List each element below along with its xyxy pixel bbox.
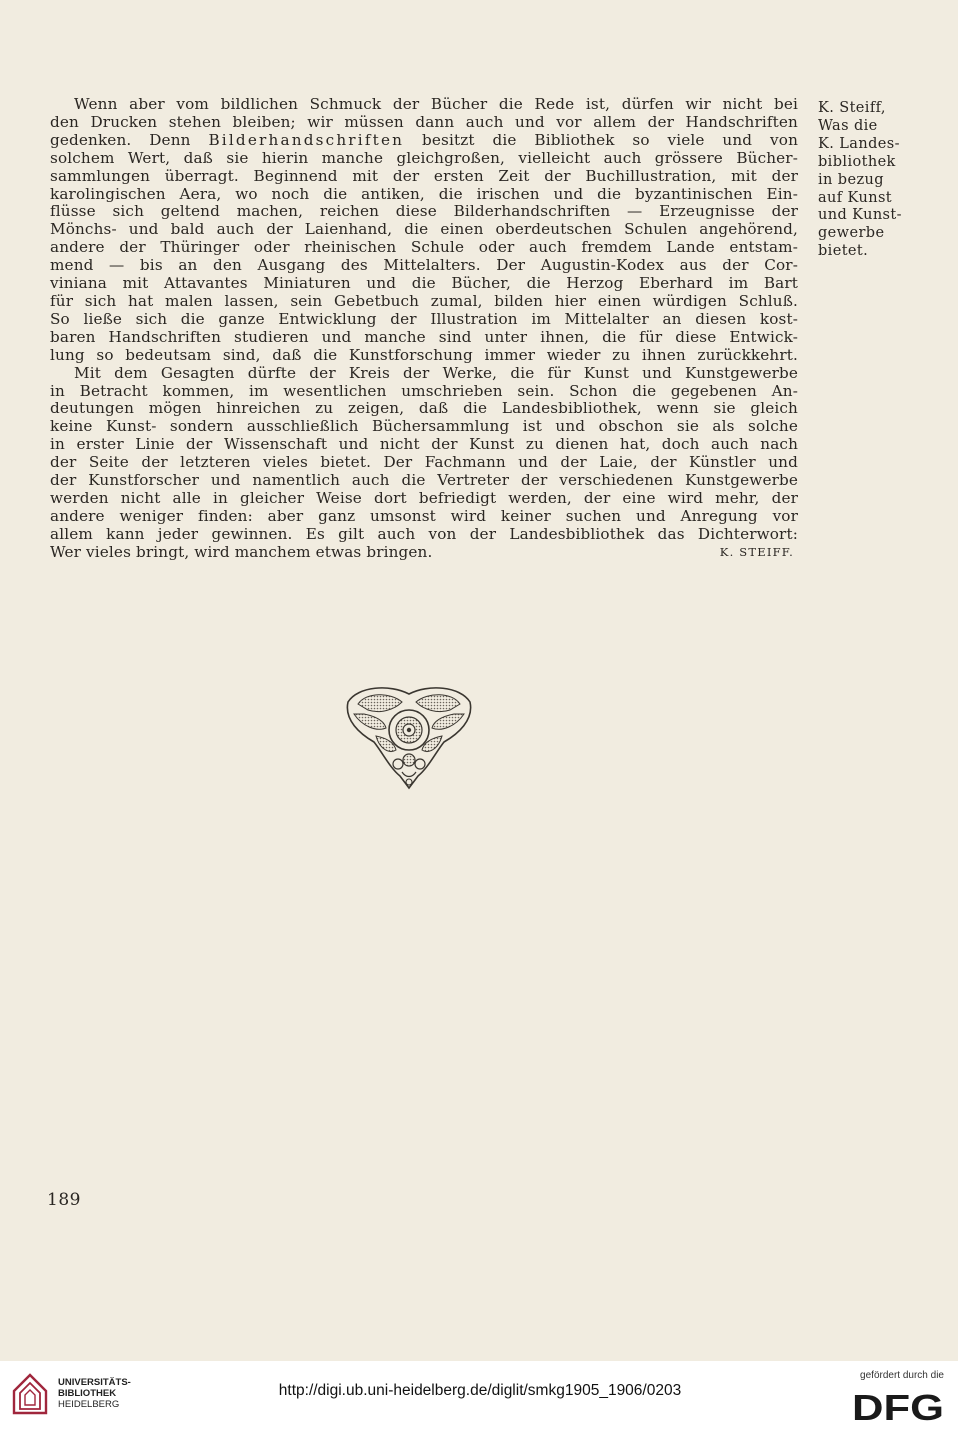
text-line: allem kann jeder gewinnen. Es gilt auch von der Landesbibliothek das Dichterwort: [50, 524, 798, 543]
text-line: mend — bis an den Ausgang des Mittelalters. Der Augustin-Kodex aus der Cor- [50, 256, 798, 275]
funding-label: gefördert durch die [860, 1370, 944, 1381]
dfg-logo [852, 1389, 946, 1423]
text-line: der Kunstforscher und namentlich auch die Vertreter der verschiedenen Kunstgewerbe [50, 471, 798, 490]
text-line: solchem Wert, daß sie hierin manche gleichgroßen, vielleicht auch grössere Bücher- [50, 148, 798, 167]
text-line: lung so bedeutsam sind, daß die Kunstforschung immer wieder zu ihnen zurückkehrt. [50, 345, 798, 364]
margin-note [818, 100, 928, 261]
text-line: Mönchs- und bald auch der Laienhand, die einen oberdeutschen Schulen angehörend, [50, 220, 798, 239]
text-line: Wenn aber vom bildlichen Schmuck der Bücher die Rede ist, dürfen wir nicht bei [74, 95, 798, 113]
margin-note-line: bietet. [818, 243, 869, 260]
viewer-footer [0, 1361, 958, 1431]
margin-note-line: auf Kunst [818, 189, 893, 206]
text-line: So ließe sich die ganze Entwicklung der Illustration im Mittelalter an diesen kost- [50, 309, 798, 328]
text-line: in erster Linie der Wissenschaft und nicht der Kunst zu dienen hat, doch auch nach [50, 435, 798, 454]
dfg-logo-text: DFG [852, 1389, 944, 1423]
permalink-url[interactable]: http://digi.ub.uni-heidelberg.de/diglit/smkg1905_1906/0203 [278, 1382, 682, 1399]
margin-note-line: gewerbe [818, 225, 885, 242]
page-number: 189 [47, 1190, 81, 1210]
text-line: flüsse sich geltend machen, reichen diese Bilderhandschriften — Erzeugnisse der [50, 202, 798, 221]
author-signature: K. STEIFF. [719, 544, 794, 559]
article-body [50, 96, 798, 562]
text-line: gedenken. Denn Bilderhandschriften besitzt die Bibliothek so viele und von [50, 130, 798, 149]
text-line: viniana mit Attavantes Miniaturen und die Bücher, die Herzog Eberhard im Bart [50, 274, 798, 293]
margin-note-line: K. Steiff, [818, 100, 886, 116]
text-line: für sich hat malen lassen, sein Gebetbuch zumal, bilden hier einen würdigen Schluß. [50, 291, 798, 310]
text-line: Wer vieles bringt, wird manchem etwas bringen. [50, 542, 433, 561]
text-line: karolingischen Aera, wo noch die antiken, die irischen und die byzantinischen Ein- [50, 184, 798, 203]
margin-note-line: K. Landes- [818, 135, 900, 152]
text-line: den Drucken stehen bleiben; wir müssen dann auch und vor allem der Handschriften [50, 112, 798, 131]
text-line: keine Kunst- sondern ausschließlich Büchersammlung ist und obschon sie als solche [50, 417, 798, 436]
text-line: werden nicht alle in gleicher Weise dort befriedigt werden, der eine wird mehr, der [50, 488, 798, 507]
text-line: in Betracht kommen, im wesentlichen umschrieben sein. Schon die gegebenen An- [50, 381, 798, 400]
text-line: baren Handschriften studieren und manche sind unter ihnen, die für diese Entwick- [50, 327, 798, 346]
text-line: andere der Thüringer oder rheinischen Schule oder auch fremdem Lande entstam- [50, 238, 798, 257]
text-line: deutungen mögen hinreichen zu zeigen, daß die Landesbibliothek, wenn sie gleich [50, 399, 798, 418]
margin-note-line: und Kunst- [818, 207, 902, 224]
text-line: der Seite der letzteren vieles bietet. Der Fachmann und der Laie, der Künstler und [50, 453, 798, 472]
text-line: sammlungen überragt. Beginnend mit der ersten Zeit der Buchillustration, mit der [50, 166, 798, 185]
spaced-term: Bilderhandschriften [208, 130, 405, 149]
text-line: andere weniger finden: aber ganz umsonst wird keiner suchen und Anregung vor [50, 506, 798, 525]
margin-note-line: Was die [818, 117, 878, 134]
closing-line [50, 544, 798, 562]
decorative-vignette [340, 680, 478, 792]
margin-note-line: in bezug [818, 171, 884, 188]
text-line: Mit dem Gesagten dürfte der Kreis der Werke, die für Kunst und Kunstgewerbe [74, 363, 798, 382]
university-library-name: UNIVERSITÄTS- BIBLIOTHEK HEIDELBERG [58, 1377, 131, 1410]
margin-note-line: bibliothek [818, 153, 896, 170]
university-library-logo-icon [10, 1371, 50, 1417]
